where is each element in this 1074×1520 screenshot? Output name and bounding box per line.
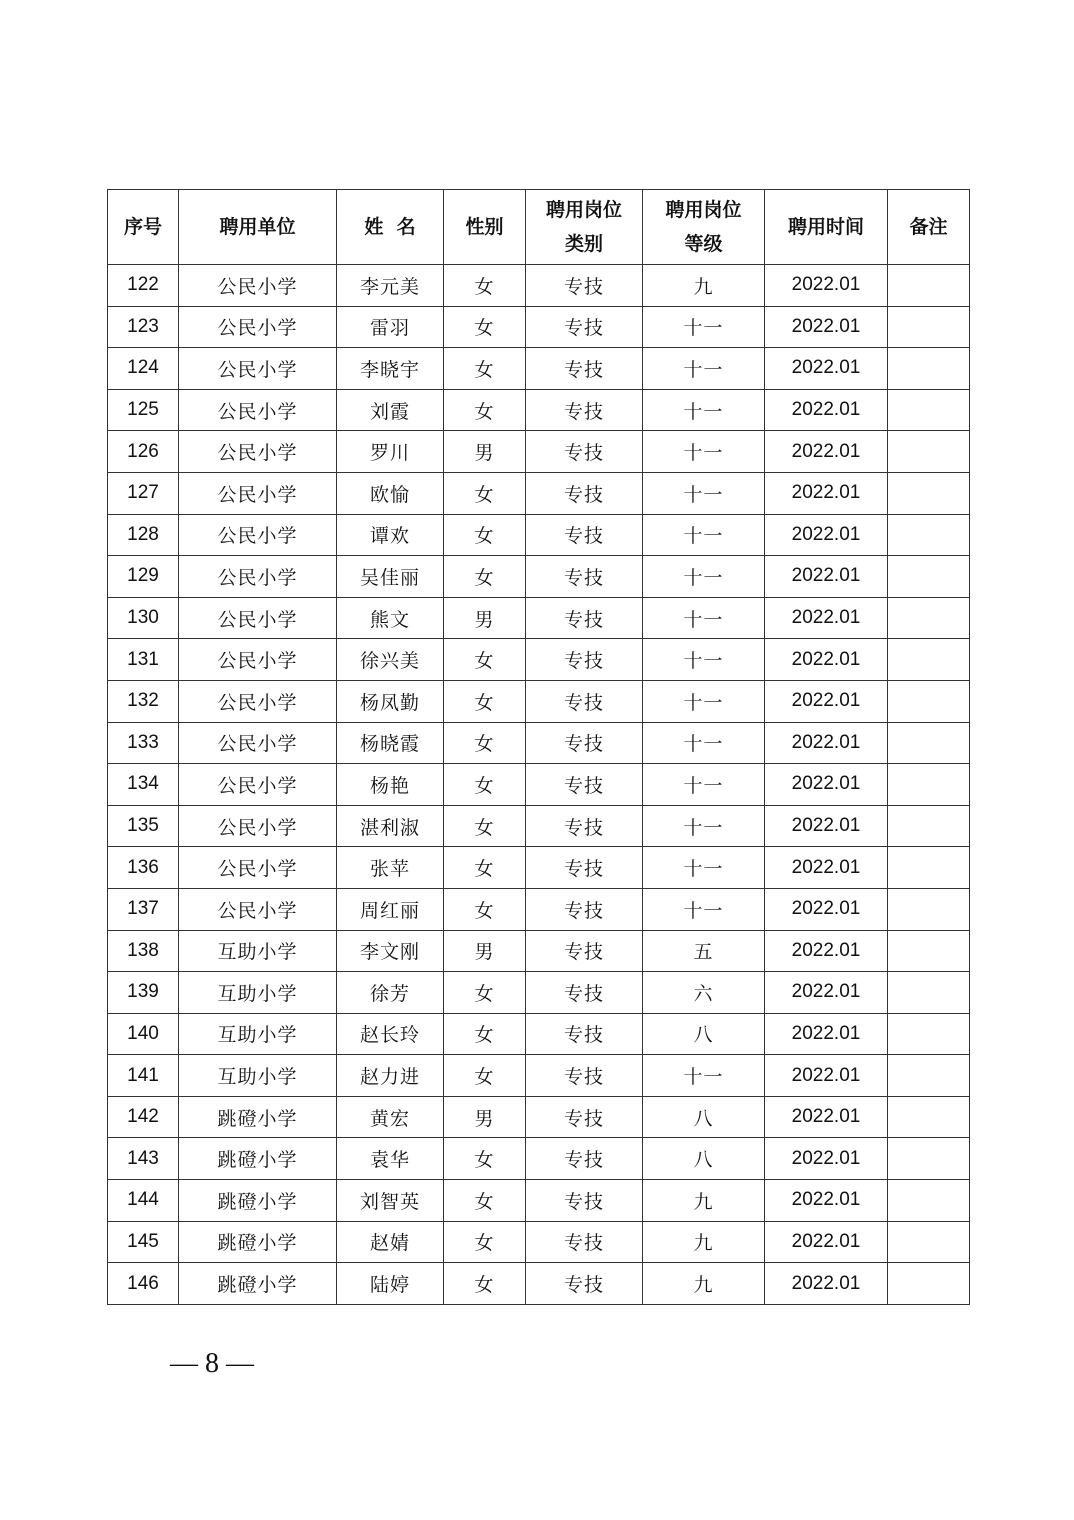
table-body [108, 265, 970, 1305]
cell-serial-number: 129 [108, 556, 179, 598]
cell-position-grade: 六 [643, 972, 765, 1014]
cell-gender: 女 [444, 847, 526, 889]
cell-position-category: 专技 [526, 1263, 643, 1305]
cell-gender: 女 [444, 1138, 526, 1180]
cell-employment-date: 2022.01 [765, 1013, 888, 1055]
cell-serial-number: 135 [108, 805, 179, 847]
table-row [108, 972, 970, 1014]
cell-serial-number: 142 [108, 1096, 179, 1138]
cell-employing-unit: 公民小学 [179, 597, 337, 639]
cell-name: 雷羽 [337, 306, 444, 348]
header-name: 姓 名 [337, 190, 444, 265]
cell-employing-unit: 公民小学 [179, 888, 337, 930]
cell-employment-date: 2022.01 [765, 1180, 888, 1222]
cell-remarks [888, 597, 970, 639]
cell-employing-unit: 公民小学 [179, 680, 337, 722]
cell-serial-number: 123 [108, 306, 179, 348]
cell-remarks [888, 930, 970, 972]
cell-position-category: 专技 [526, 1138, 643, 1180]
cell-remarks [888, 972, 970, 1014]
cell-remarks [888, 514, 970, 556]
cell-name: 熊文 [337, 597, 444, 639]
cell-gender: 女 [444, 556, 526, 598]
cell-employing-unit: 跳磴小学 [179, 1096, 337, 1138]
cell-name: 李元美 [337, 265, 444, 307]
cell-position-grade: 十一 [643, 1055, 765, 1097]
cell-employment-date: 2022.01 [765, 680, 888, 722]
header-position-category: 聘用岗位 类别 [526, 190, 643, 265]
cell-position-grade: 十一 [643, 514, 765, 556]
table-row [108, 306, 970, 348]
cell-position-category: 专技 [526, 597, 643, 639]
cell-employment-date: 2022.01 [765, 1138, 888, 1180]
table-row [108, 1263, 970, 1305]
cell-remarks [888, 348, 970, 390]
cell-employment-date: 2022.01 [765, 265, 888, 307]
cell-position-grade: 十一 [643, 888, 765, 930]
header-employment-date: 聘用时间 [765, 190, 888, 265]
table-row [108, 888, 970, 930]
cell-employing-unit: 公民小学 [179, 389, 337, 431]
cell-remarks [888, 556, 970, 598]
cell-gender: 男 [444, 930, 526, 972]
cell-employment-date: 2022.01 [765, 1055, 888, 1097]
table-row [108, 265, 970, 307]
cell-position-grade: 九 [643, 1263, 765, 1305]
cell-position-category: 专技 [526, 680, 643, 722]
cell-name: 刘智英 [337, 1180, 444, 1222]
cell-position-grade: 九 [643, 1180, 765, 1222]
cell-employment-date: 2022.01 [765, 389, 888, 431]
cell-employing-unit: 公民小学 [179, 764, 337, 806]
cell-position-category: 专技 [526, 1013, 643, 1055]
cell-name: 谭欢 [337, 514, 444, 556]
table-row [108, 1013, 970, 1055]
cell-gender: 女 [444, 972, 526, 1014]
cell-employing-unit: 跳磴小学 [179, 1180, 337, 1222]
cell-serial-number: 130 [108, 597, 179, 639]
cell-position-category: 专技 [526, 348, 643, 390]
cell-position-grade: 十一 [643, 680, 765, 722]
cell-name: 杨艳 [337, 764, 444, 806]
cell-employing-unit: 公民小学 [179, 847, 337, 889]
cell-employing-unit: 互助小学 [179, 1055, 337, 1097]
header-serial-number: 序号 [108, 190, 179, 265]
cell-serial-number: 143 [108, 1138, 179, 1180]
table-row [108, 930, 970, 972]
cell-employment-date: 2022.01 [765, 472, 888, 514]
cell-employment-date: 2022.01 [765, 805, 888, 847]
cell-remarks [888, 888, 970, 930]
table-row [108, 764, 970, 806]
cell-gender: 女 [444, 1221, 526, 1263]
cell-remarks [888, 722, 970, 764]
cell-position-grade: 十一 [643, 805, 765, 847]
table-row [108, 639, 970, 681]
cell-position-category: 专技 [526, 1055, 643, 1097]
cell-gender: 女 [444, 306, 526, 348]
table-row [108, 348, 970, 390]
cell-employing-unit: 跳磴小学 [179, 1221, 337, 1263]
cell-gender: 女 [444, 265, 526, 307]
header-gender: 性别 [444, 190, 526, 265]
cell-name: 湛利淑 [337, 805, 444, 847]
cell-serial-number: 145 [108, 1221, 179, 1263]
cell-remarks [888, 431, 970, 473]
cell-remarks [888, 472, 970, 514]
cell-position-category: 专技 [526, 1180, 643, 1222]
cell-position-grade: 八 [643, 1013, 765, 1055]
cell-name: 陆婷 [337, 1263, 444, 1305]
table-row [108, 472, 970, 514]
cell-employment-date: 2022.01 [765, 639, 888, 681]
cell-gender: 女 [444, 888, 526, 930]
cell-employing-unit: 互助小学 [179, 930, 337, 972]
header-row [108, 190, 970, 265]
cell-name: 赵力进 [337, 1055, 444, 1097]
cell-gender: 女 [444, 1013, 526, 1055]
cell-employing-unit: 跳磴小学 [179, 1263, 337, 1305]
cell-remarks [888, 1221, 970, 1263]
cell-name: 刘霞 [337, 389, 444, 431]
cell-name: 徐兴美 [337, 639, 444, 681]
cell-gender: 女 [444, 472, 526, 514]
cell-employing-unit: 公民小学 [179, 722, 337, 764]
cell-name: 袁华 [337, 1138, 444, 1180]
cell-employing-unit: 公民小学 [179, 265, 337, 307]
cell-position-category: 专技 [526, 265, 643, 307]
cell-remarks [888, 680, 970, 722]
cell-employment-date: 2022.01 [765, 1221, 888, 1263]
cell-position-category: 专技 [526, 306, 643, 348]
cell-gender: 女 [444, 389, 526, 431]
header-remarks: 备注 [888, 190, 970, 265]
table-row [108, 1055, 970, 1097]
cell-employing-unit: 互助小学 [179, 1013, 337, 1055]
cell-remarks [888, 639, 970, 681]
cell-serial-number: 138 [108, 930, 179, 972]
table-row [108, 1138, 970, 1180]
cell-position-grade: 八 [643, 1096, 765, 1138]
cell-name: 杨晓霞 [337, 722, 444, 764]
cell-remarks [888, 805, 970, 847]
cell-employing-unit: 公民小学 [179, 805, 337, 847]
cell-gender: 女 [444, 805, 526, 847]
cell-serial-number: 146 [108, 1263, 179, 1305]
cell-employment-date: 2022.01 [765, 722, 888, 764]
cell-employing-unit: 公民小学 [179, 639, 337, 681]
cell-name: 赵婧 [337, 1221, 444, 1263]
table-row [108, 680, 970, 722]
cell-remarks [888, 1013, 970, 1055]
cell-serial-number: 128 [108, 514, 179, 556]
cell-remarks [888, 1180, 970, 1222]
table-row [108, 431, 970, 473]
cell-gender: 女 [444, 1180, 526, 1222]
cell-employment-date: 2022.01 [765, 972, 888, 1014]
table-row [108, 514, 970, 556]
cell-employment-date: 2022.01 [765, 1096, 888, 1138]
cell-gender: 男 [444, 431, 526, 473]
cell-remarks [888, 306, 970, 348]
cell-position-category: 专技 [526, 972, 643, 1014]
cell-gender: 女 [444, 348, 526, 390]
cell-employment-date: 2022.01 [765, 764, 888, 806]
cell-position-grade: 十一 [643, 597, 765, 639]
cell-position-category: 专技 [526, 764, 643, 806]
cell-position-category: 专技 [526, 472, 643, 514]
cell-employing-unit: 互助小学 [179, 972, 337, 1014]
employment-table [107, 189, 970, 1305]
cell-remarks [888, 764, 970, 806]
cell-employment-date: 2022.01 [765, 348, 888, 390]
cell-position-grade: 十一 [643, 764, 765, 806]
cell-remarks [888, 1263, 970, 1305]
table-row [108, 389, 970, 431]
cell-position-category: 专技 [526, 847, 643, 889]
cell-name: 周红丽 [337, 888, 444, 930]
cell-position-grade: 八 [643, 1138, 765, 1180]
table-row [108, 1180, 970, 1222]
cell-serial-number: 125 [108, 389, 179, 431]
cell-name: 杨凤勤 [337, 680, 444, 722]
cell-position-grade: 十一 [643, 722, 765, 764]
cell-name: 赵长玲 [337, 1013, 444, 1055]
cell-remarks [888, 389, 970, 431]
cell-employment-date: 2022.01 [765, 597, 888, 639]
cell-serial-number: 131 [108, 639, 179, 681]
cell-position-category: 专技 [526, 639, 643, 681]
cell-serial-number: 136 [108, 847, 179, 889]
table-row [108, 556, 970, 598]
cell-serial-number: 144 [108, 1180, 179, 1222]
cell-gender: 女 [444, 639, 526, 681]
cell-serial-number: 124 [108, 348, 179, 390]
cell-employment-date: 2022.01 [765, 1263, 888, 1305]
cell-employment-date: 2022.01 [765, 306, 888, 348]
cell-name: 黄宏 [337, 1096, 444, 1138]
cell-name: 徐芳 [337, 972, 444, 1014]
cell-employing-unit: 公民小学 [179, 556, 337, 598]
cell-gender: 女 [444, 764, 526, 806]
table-row [108, 847, 970, 889]
cell-serial-number: 141 [108, 1055, 179, 1097]
cell-gender: 女 [444, 1055, 526, 1097]
cell-employing-unit: 跳磴小学 [179, 1138, 337, 1180]
cell-employing-unit: 公民小学 [179, 306, 337, 348]
cell-employment-date: 2022.01 [765, 556, 888, 598]
cell-position-category: 专技 [526, 389, 643, 431]
cell-gender: 女 [444, 1263, 526, 1305]
cell-gender: 男 [444, 1096, 526, 1138]
table-row [108, 1221, 970, 1263]
cell-serial-number: 137 [108, 888, 179, 930]
cell-employment-date: 2022.01 [765, 847, 888, 889]
cell-position-grade: 十一 [643, 431, 765, 473]
cell-position-grade: 十一 [643, 306, 765, 348]
cell-employment-date: 2022.01 [765, 888, 888, 930]
cell-position-grade: 十一 [643, 556, 765, 598]
cell-employing-unit: 公民小学 [179, 431, 337, 473]
cell-position-grade: 五 [643, 930, 765, 972]
cell-position-category: 专技 [526, 514, 643, 556]
cell-employing-unit: 公民小学 [179, 514, 337, 556]
cell-serial-number: 127 [108, 472, 179, 514]
cell-position-category: 专技 [526, 1221, 643, 1263]
cell-gender: 女 [444, 680, 526, 722]
cell-position-category: 专技 [526, 888, 643, 930]
cell-position-grade: 九 [643, 1221, 765, 1263]
cell-employment-date: 2022.01 [765, 431, 888, 473]
cell-position-category: 专技 [526, 722, 643, 764]
cell-gender: 女 [444, 514, 526, 556]
cell-remarks [888, 265, 970, 307]
cell-remarks [888, 847, 970, 889]
cell-serial-number: 126 [108, 431, 179, 473]
header-position-grade: 聘用岗位 等级 [643, 190, 765, 265]
cell-position-grade: 九 [643, 265, 765, 307]
cell-name: 李晓宇 [337, 348, 444, 390]
cell-serial-number: 139 [108, 972, 179, 1014]
cell-serial-number: 132 [108, 680, 179, 722]
cell-employment-date: 2022.01 [765, 930, 888, 972]
cell-name: 吴佳丽 [337, 556, 444, 598]
cell-name: 李文刚 [337, 930, 444, 972]
cell-name: 罗川 [337, 431, 444, 473]
cell-position-category: 专技 [526, 805, 643, 847]
table-row [108, 805, 970, 847]
cell-position-category: 专技 [526, 930, 643, 972]
cell-position-grade: 十一 [643, 847, 765, 889]
cell-position-grade: 十一 [643, 639, 765, 681]
cell-serial-number: 133 [108, 722, 179, 764]
table-row [108, 722, 970, 764]
cell-employing-unit: 公民小学 [179, 472, 337, 514]
cell-position-category: 专技 [526, 1096, 643, 1138]
cell-gender: 女 [444, 722, 526, 764]
cell-remarks [888, 1138, 970, 1180]
cell-name: 欧愉 [337, 472, 444, 514]
table-row [108, 1096, 970, 1138]
cell-gender: 男 [444, 597, 526, 639]
cell-position-grade: 十一 [643, 389, 765, 431]
cell-serial-number: 140 [108, 1013, 179, 1055]
cell-remarks [888, 1096, 970, 1138]
cell-employing-unit: 公民小学 [179, 348, 337, 390]
cell-position-grade: 十一 [643, 472, 765, 514]
cell-position-category: 专技 [526, 556, 643, 598]
table-row [108, 597, 970, 639]
cell-name: 张苹 [337, 847, 444, 889]
cell-position-grade: 十一 [643, 348, 765, 390]
cell-remarks [888, 1055, 970, 1097]
cell-position-category: 专技 [526, 431, 643, 473]
page-number: — 8 — [170, 1348, 254, 1379]
table-header [108, 190, 970, 265]
cell-serial-number: 122 [108, 265, 179, 307]
cell-employment-date: 2022.01 [765, 514, 888, 556]
header-employing-unit: 聘用单位 [179, 190, 337, 265]
cell-serial-number: 134 [108, 764, 179, 806]
